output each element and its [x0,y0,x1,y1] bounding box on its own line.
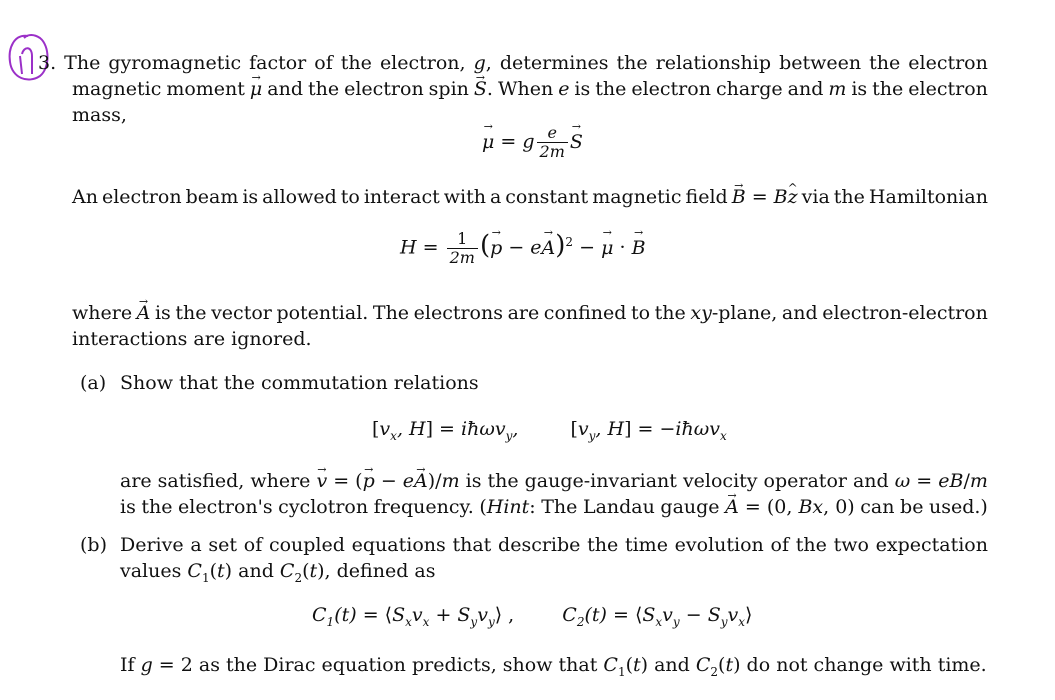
equation-commutators: [$v_x$, H] = iħωv$_y$, [$v_y$, H] = −iħωv$_x$ [372,418,727,443]
equation-magnetic-moment: μ → = g $\frac{e}{2m}$ S → [482,124,583,161]
intro-line-1: 3. The gyromagnetic factor of the electron, g, determines the relationship between the electron [38,52,988,74]
part-b-line-3: If g = 2 as the Dirac equation predicts, show that $C_1(t)$ and $C_2(t)$ do not change with time. [120,654,987,679]
part-a-line-3: is the electron's cyclotron frequency. (Hint: The Landau gauge A → = (0, Bx, 0) can be used.) [120,494,988,520]
part-b-line-1: Derive a set of coupled equations that describe the time evolution of the two expectation [120,534,988,556]
part-a-line-1: Show that the commutation relations [120,372,479,394]
equation-definitions: $C_1(t)$ = $⟨S_xv_x$ + $S_yv_y⟩$ , $C_2(t)$ = $⟨S_xv_y$ − $S_yv_x⟩$ [312,604,753,629]
intro-line-2: magnetic moment μ → and the electron spin S →. When e is the electron charge and m is the electron [72,76,988,102]
where-line-2: interactions are ignored. [72,328,312,350]
part-a-label: (a) [80,372,107,394]
equation-hamiltonian: H = $\frac{1}{2m}$ (p → − eA →)$^2$ − μ → · B → [400,230,646,267]
part-b-line-2: values $C_1(t)$ and $C_2(t)$, defined as [120,560,436,585]
where-line-1: where A → is the vector potential. The electrons are confined to the xy-plane, and electron-electron [72,300,988,326]
beam-line: An electron beam is allowed to interact with a constant magnetic field B → = Bz ^ via the Hamiltonian [72,184,988,210]
part-a-line-2: are satisfied, where v → = (p → − eA →)/m is the gauge-invariant velocity operator and ω = eB/m [120,468,988,494]
intro-line-3: mass, [72,104,127,126]
part-b-label: (b) [80,534,107,556]
